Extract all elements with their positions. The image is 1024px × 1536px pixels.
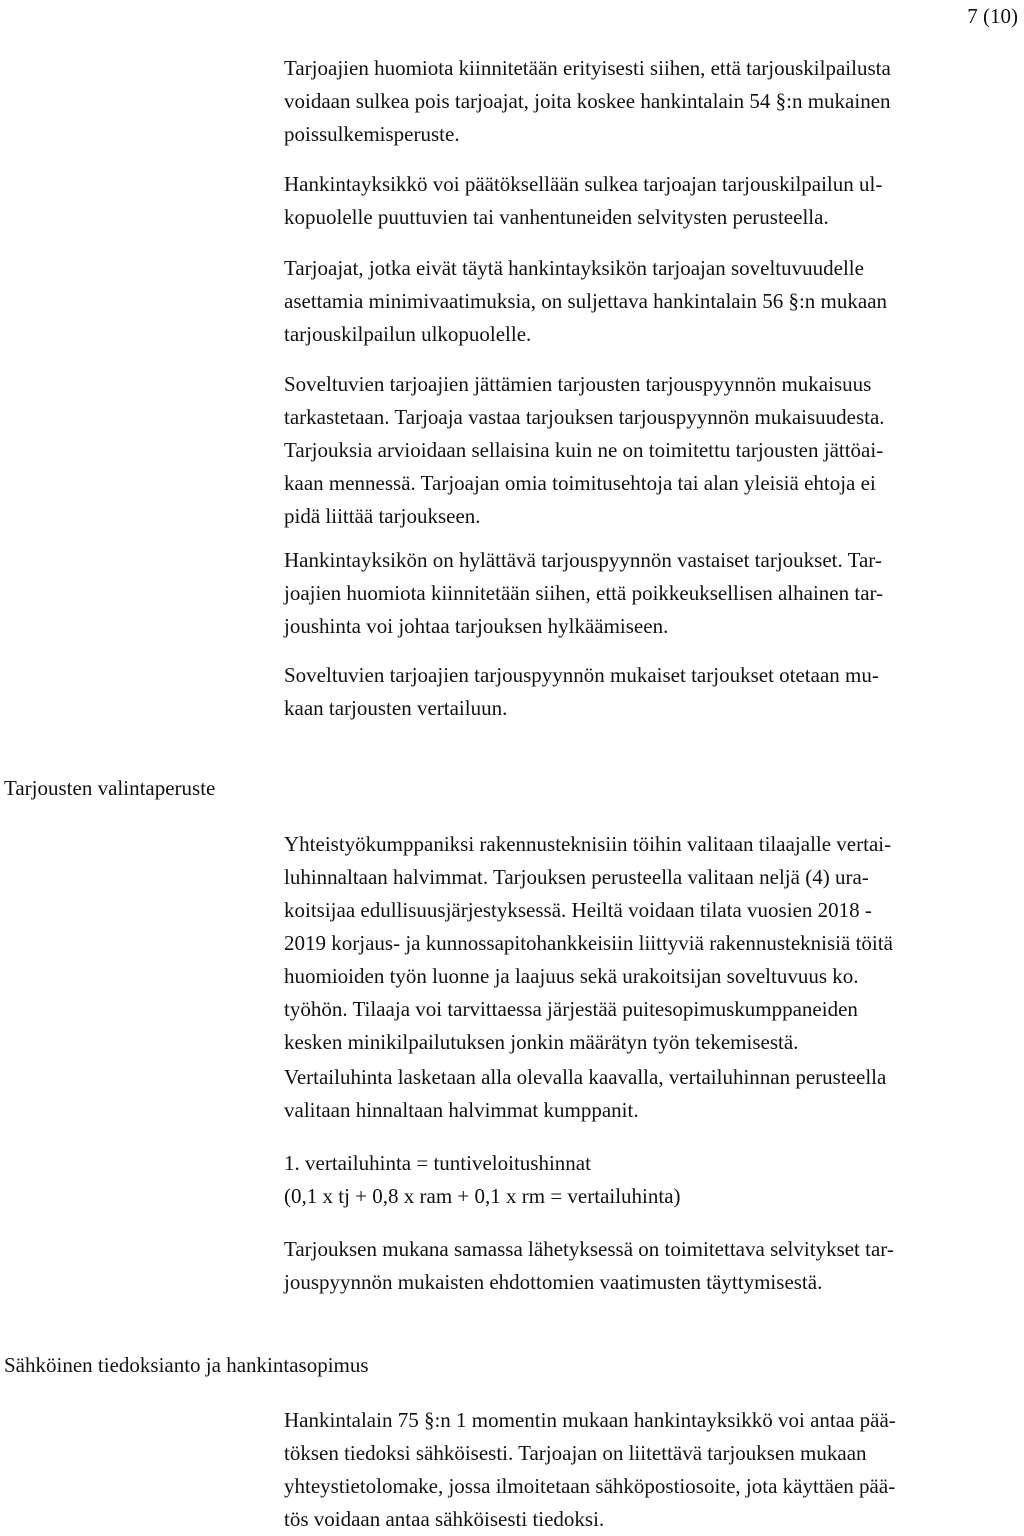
intro-paragraph-5 [284, 544, 1020, 643]
text-line: töksen tiedoksi sähköisesti. Tarjoajan on liitettävä tarjouksen mukaan [284, 1441, 867, 1465]
intro-paragraph-6 [284, 659, 1020, 725]
text-line: Hankintayksikkö voi päätöksellään sulkea tarjoajan tarjouskilpailun ul- [284, 172, 883, 196]
text-line: joushinta voi johtaa tarjouksen hylkäämiseen. [284, 614, 669, 638]
text-line: Tarjouksia arvioidaan sellaisina kuin ne on toimitettu tarjousten jättöai- [284, 438, 884, 462]
text-line: tarkastetaan. Tarjoaja vastaa tarjouksen tarjouspyynnön mukaisuudesta. [284, 405, 885, 429]
text-line: kaan mennessä. Tarjoajan omia toimitusehtoja tai alan yleisiä ehtoja ei [284, 471, 876, 495]
section-heading-tiedoksianto: Sähköinen tiedoksianto ja hankintasopimus [4, 1353, 369, 1377]
text-line: luhinnaltaan halvimmat. Tarjouksen perusteella valitaan neljä (4) ura- [284, 865, 869, 889]
text-line: huomioiden työn luonne ja laajuus sekä urakoitsijan soveltuvuus ko. [284, 964, 859, 988]
section1-paragraph-1 [284, 828, 1020, 1059]
text-line: valitaan hinnaltaan halvimmat kumppanit. [284, 1098, 639, 1122]
section-heading-valintaperuste: Tarjousten valintaperuste [4, 776, 216, 800]
text-line: Tarjouksen mukana samassa lähetyksessä on toimitettava selvitykset tar- [284, 1237, 894, 1261]
text-line: Soveltuvien tarjoajien jättämien tarjousten tarjouspyynnön mukaisuus [284, 372, 872, 396]
formula-line: (0,1 x tj + 0,8 x ram + 0,1 x rm = vertailuhinta) [284, 1184, 681, 1208]
text-line: jouspyynnön mukaisten ehdottomien vaatimusten täyttymisestä. [284, 1270, 823, 1294]
text-line: pidä liittää tarjoukseen. [284, 504, 481, 528]
section2-paragraph-1 [284, 1404, 1020, 1536]
text-line: Tarjoajien huomiota kiinnitetään erityisesti siihen, että tarjouskilpailusta [284, 56, 891, 80]
text-line: Hankintalain 75 §:n 1 momentin mukaan hankintayksikkö voi antaa pää- [284, 1408, 896, 1432]
text-line: yhteystietolomake, jossa ilmoitetaan sähköpostiosoite, jota käyttäen pää- [284, 1474, 896, 1498]
text-line: poissulkemisperuste. [284, 122, 460, 146]
text-line: Soveltuvien tarjoajien tarjouspyynnön mukaiset tarjoukset otetaan mu- [284, 663, 879, 687]
text-line: kesken minikilpailutuksen jonkin määrätyn työn tekemisestä. [284, 1030, 799, 1054]
intro-paragraph-1 [284, 52, 1020, 151]
text-line: 2019 korjaus- ja kunnossapitohankkeisiin liittyviä rakennusteknisiä töitä [284, 931, 893, 955]
section1-paragraph-4 [284, 1233, 1020, 1299]
text-line: Tarjoajat, jotka eivät täytä hankintayksikön tarjoajan soveltuvuudelle [284, 256, 864, 280]
text-line: Vertailuhinta lasketaan alla olevalla kaavalla, vertailuhinnan perusteella [284, 1065, 887, 1089]
text-line: Hankintayksikön on hylättävä tarjouspyynnön vastaiset tarjoukset. Tar- [284, 548, 882, 572]
text-line: kaan tarjousten vertailuun. [284, 696, 508, 720]
text-line: tös voidaan antaa sähköisesti tiedoksi. [284, 1507, 605, 1531]
text-line: työhön. Tilaaja voi tarvittaessa järjestää puitesopimuskumppaneiden [284, 997, 858, 1021]
text-line: kopuolelle puuttuvien tai vanhentuneiden selvitysten perusteella. [284, 205, 829, 229]
intro-paragraph-3 [284, 252, 1020, 351]
page-number: 7 (10) [967, 4, 1018, 28]
text-line: voidaan sulkea pois tarjoajat, joita koskee hankintalain 54 §:n mukainen [284, 89, 891, 113]
formula-block [284, 1147, 1020, 1213]
intro-paragraph-4 [284, 368, 1020, 533]
text-line: Yhteistyökumppaniksi rakennusteknisiin töihin valitaan tilaajalle vertai- [284, 832, 892, 856]
text-line: tarjouskilpailun ulkopuolelle. [284, 322, 532, 346]
intro-paragraph-2 [284, 168, 1020, 234]
formula-line: 1. vertailuhinta = tuntiveloitushinnat [284, 1151, 591, 1175]
text-line: koitsijaa edullisuusjärjestyksessä. Heiltä voidaan tilata vuosien 2018 - [284, 898, 872, 922]
text-line: asettamia minimivaatimuksia, on suljettava hankintalain 56 §:n mukaan [284, 289, 888, 313]
section1-paragraph-2 [284, 1061, 1020, 1127]
text-line: joajien huomiota kiinnitetään siihen, että poikkeuksellisen alhainen tar- [284, 581, 884, 605]
